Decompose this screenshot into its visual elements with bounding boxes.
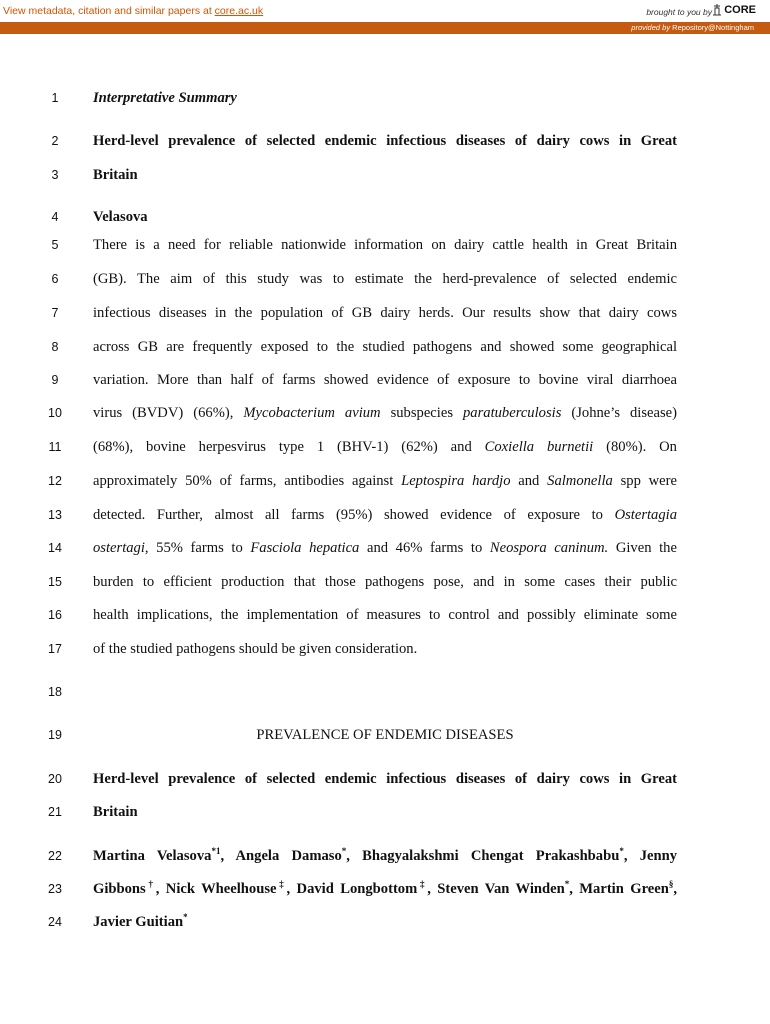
affiliation-mark: † [145,879,156,890]
text-span: Given the [608,540,677,556]
text-span: spp were [612,473,677,489]
author-name: Gibbons [93,881,146,897]
author-name: , Jenny [623,848,677,864]
summary-heading: Interpretative Summary [93,90,237,106]
core-link[interactable]: core.ac.uk [214,5,264,17]
summary-text-line [93,505,677,525]
core-logo[interactable] [712,3,756,17]
summary-text-line [93,471,677,491]
text-span: and [510,473,548,489]
species-name: Neospora caninum. [489,540,609,556]
affiliation-mark: * [341,846,347,857]
manuscript-line [0,605,770,627]
text-span: virus (BVDV) (66%), [93,405,244,421]
species-name: Ostertagia [614,507,677,523]
line-number: 22 [48,849,62,863]
line-number: 12 [48,474,62,488]
manuscript-line [0,131,770,153]
author-name: , David Longbottom [286,881,418,897]
manuscript-line [0,207,770,229]
text-span: (68%), bovine herpesvirus type 1 (BHV-1) (62%) and [93,439,485,455]
species-name: Mycobacterium avium [243,405,381,421]
summary-text-line: across GB are frequently exposed to the studied pathogens and showed some geographical [93,339,677,355]
manuscript-line [0,471,770,493]
manuscript-line [0,337,770,359]
core-banner [0,0,770,34]
summary-text-line: (GB). The aim of this study was to estimate the herd-prevalence of selected endemic [93,271,677,287]
summary-title-line-1: Herd-level prevalence of selected endemic infectious diseases of dairy cows in Great [93,133,677,149]
species-name: Leptospira hardjo [401,473,511,489]
line-number: 21 [48,805,62,819]
line-number: 13 [48,508,62,522]
affiliation-mark: * [619,846,624,857]
manuscript-line [0,682,770,704]
text-span: , 55% farms to [144,540,251,556]
text-span: (80%). On [593,439,677,455]
manuscript-line [0,505,770,527]
author-name: , Steven Van Winden [427,881,565,897]
summary-text-line [93,403,677,423]
manuscript-line [0,88,770,110]
core-brought-text: brought to you by [646,7,712,17]
author-name: , [673,881,677,897]
line-number: 5 [51,238,59,252]
species-name: Salmonella [547,473,613,489]
line-number: 19 [48,728,62,742]
manuscript-line [0,769,770,791]
manuscript-line [0,403,770,425]
core-repository-link[interactable]: Repository@Nottingham [672,23,754,32]
affiliation-mark: ‡ [417,879,428,890]
summary-title-line-2: Britain [93,167,138,183]
manuscript-line [0,802,770,824]
author-name: , Martin Green [569,881,669,897]
summary-author: Velasova [93,209,148,225]
affiliation-mark: § [668,879,674,890]
manuscript-line [0,235,770,257]
line-number: 2 [51,134,59,148]
text-span: approximately 50% of farms, antibodies against [93,473,402,489]
species-name: Fasciola hepatica [250,540,360,556]
line-number: 17 [48,642,62,656]
affiliation-mark: ‡ [276,879,287,890]
species-name: paratuberculosis [463,405,562,421]
species-name: Coxiella burnetii [484,439,594,455]
summary-text-line [93,437,677,457]
author-name: , Bhagyalakshmi Chengat Prakashbabu [346,848,620,864]
line-number: 10 [48,406,62,420]
text-span: detected. Further, almost all farms (95%) showed evidence of exposure to [93,507,615,523]
manuscript-line [0,846,770,868]
manuscript-line [0,879,770,901]
manuscript-line [0,912,770,934]
author-list-line [93,912,677,932]
line-number: 6 [51,272,59,286]
paper-title-line-2: Britain [93,804,138,820]
manuscript-line [0,538,770,560]
summary-text-line [93,538,677,558]
line-number: 16 [48,608,62,622]
summary-text-line: There is a need for reliable nationwide information on dairy cattle health in Great Britain [93,237,677,253]
line-number: 11 [48,440,62,454]
manuscript-line [0,572,770,594]
summary-text-line: burden to efficient production that those pathogens pose, and in some cases their public [93,574,677,590]
manuscript-line [0,639,770,661]
line-number: 8 [51,340,59,354]
author-name: , Angela Damaso [220,848,342,864]
author-name: , Nick Wheelhouse [155,881,277,897]
summary-text-line: infectious diseases in the population of GB dairy herds. Our results show that dairy cows [93,305,677,321]
line-number: 3 [51,168,59,182]
manuscript-line [0,303,770,325]
manuscript-line [0,370,770,392]
author-name: Martina Velasova [93,848,212,864]
text-span: subspecies [380,405,463,421]
affiliation-mark: * [183,912,188,923]
manuscript-line [0,269,770,291]
author-list-line [93,879,677,899]
species-name: ostertagi [93,540,145,556]
manuscript-line [0,437,770,459]
line-number: 20 [48,772,62,786]
affiliation-mark: *1 [211,846,221,857]
core-provided-label: provided by [631,23,671,32]
line-number: 15 [48,575,62,589]
line-number: 14 [48,541,62,555]
core-metadata-text [3,5,263,17]
affiliation-mark: * [564,879,570,890]
summary-text-line: health implications, the implementation of measures to control and possibly eliminate some [93,607,677,623]
line-number: 7 [51,306,59,320]
running-head: PREVALENCE OF ENDEMIC DISEASES [256,727,514,743]
text-span: (Johne’s disease) [561,405,677,421]
line-number: 18 [48,685,62,699]
paper-title-line-1: Herd-level prevalence of selected endemic infectious diseases of dairy cows in Great [93,771,677,787]
text-span: and 46% farms to [359,540,490,556]
manuscript-line [0,725,770,747]
manuscript-line [0,165,770,187]
author-list-line [93,846,677,866]
line-number: 4 [51,210,59,224]
core-logo-icon [712,3,722,17]
line-number: 23 [48,882,62,896]
line-number: 9 [51,373,59,387]
summary-text-line: of the studied pathogens should be given consideration. [93,641,418,657]
core-metadata-prefix: View metadata, citation and similar papers at [3,5,215,17]
core-logo-text: CORE [724,4,756,16]
line-number: 1 [51,91,59,105]
summary-text-line: variation. More than half of farms showed evidence of exposure to bovine viral diarrhoea [93,372,677,388]
author-name: Javier Guitian [93,914,184,930]
core-provided-text [631,23,754,32]
line-number: 24 [48,915,62,929]
